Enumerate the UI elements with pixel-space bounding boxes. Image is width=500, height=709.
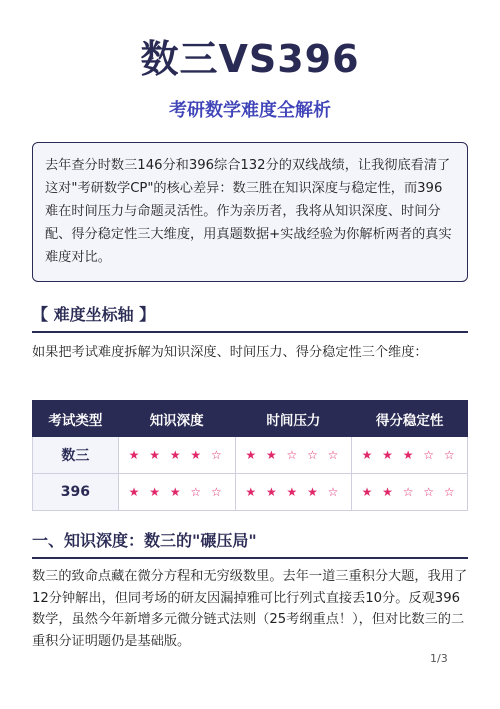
section1-heading: 一、知识深度：数三的"碾压局"	[32, 531, 257, 550]
table-row	[33, 474, 468, 511]
page-number: 1/3	[430, 652, 448, 665]
intro-text: 去年查分时数三146分和396综合132分的双线战绩，让我彻底看清了这对"考研数学CP"的核心差异：数三胜在知识深度与稳定性，而396难在时间压力与命题灵活性。作为亲历者，我将从知识深度、时间分配、得分稳定性三大维度，用真题数据+实战经验为你解析两者的真实难度对比。	[45, 158, 452, 265]
star-rating: ★ ★ ★ ☆ ☆	[118, 474, 235, 511]
section-divider	[32, 557, 468, 559]
exam-type-cell: 396	[33, 474, 119, 511]
exam-type-cell: 数三	[33, 437, 119, 474]
table-header-row	[33, 401, 468, 437]
star-rating: ★ ★ ★ ☆ ☆	[352, 437, 468, 474]
intro-box	[32, 142, 468, 282]
star-rating: ★ ★ ★ ★ ☆	[118, 437, 235, 474]
subtitle: 考研数学难度全解析	[169, 100, 331, 121]
star-rating: ★ ★ ☆ ☆ ☆	[235, 437, 352, 474]
axis-paragraph: 如果把考试难度拆解为知识深度、时间压力、得分稳定性三个维度：	[32, 345, 428, 360]
table-header-cell: 考试类型	[33, 401, 119, 437]
main-title: 数三VS396	[140, 37, 360, 81]
star-rating: ★ ★ ☆ ☆ ☆	[352, 474, 468, 511]
table-header-cell: 得分稳定性	[352, 401, 468, 437]
star-rating: ★ ★ ★ ★ ☆	[235, 474, 352, 511]
table-row	[33, 437, 468, 474]
axis-section-heading: 【 难度坐标轴 】	[32, 305, 156, 324]
table-header-cell: 知识深度	[118, 401, 235, 437]
section1-paragraph: 数三的致命点藏在微分方程和无穷级数里。去年一道三重积分大题，我用了12分钟解出，但同考场的研友因漏掉雅可比行列式直接丢10分。反观396数学，虽然今年新增多元微分链式法则（25考纲重点！），但对比数三的二重积分证明题仍是基础版。	[32, 569, 468, 649]
table-header-cell: 时间压力	[235, 401, 352, 437]
difficulty-table	[32, 400, 468, 511]
section-divider	[32, 331, 468, 333]
